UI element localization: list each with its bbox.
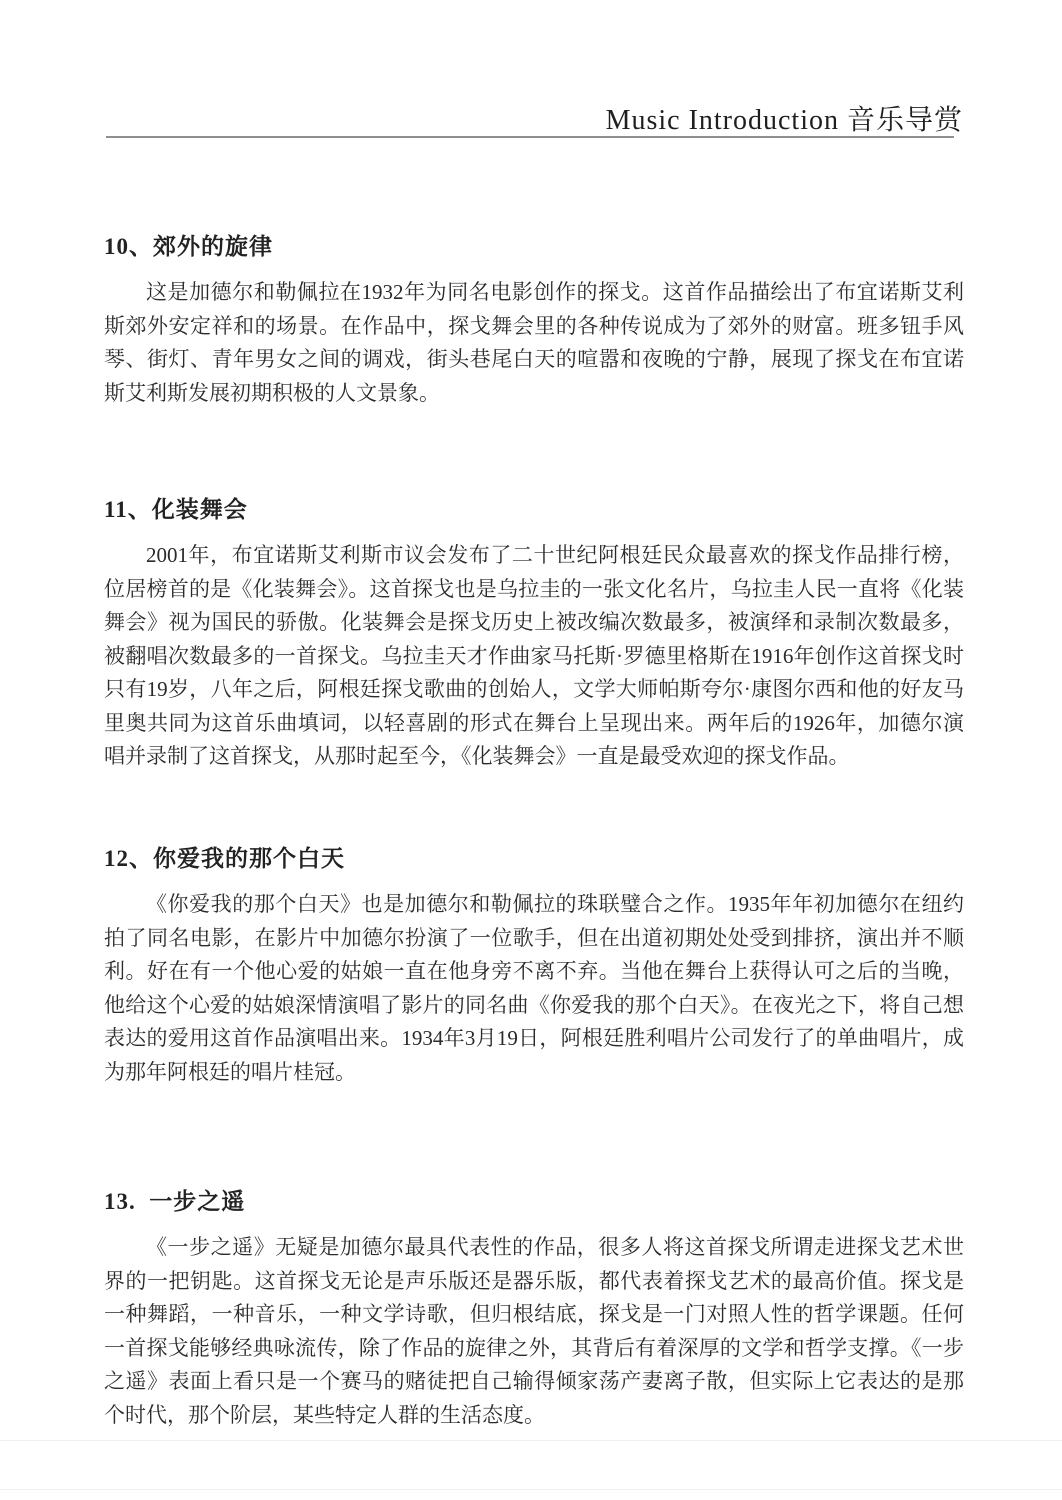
scan-artifact-line: [0, 1489, 1062, 1490]
section-heading: 11、化装舞会: [104, 497, 248, 522]
page-header-title: Music Introduction 音乐导赏: [605, 105, 963, 136]
section-heading: 12、你爱我的那个白天: [104, 846, 345, 871]
header-rule: [106, 136, 954, 138]
section-paragraph: 这是加德尔和勒佩拉在1932年为同名电影创作的探戈。这首作品描绘出了布宜诺斯艾利斯郊外安定祥和的场景。在作品中，探戈舞会里的各种传说成为了郊外的财富。班多钮手风琴、街灯、青年男女之间的调戏，街头巷尾白天的喧嚣和夜晚的宁静，展现了探戈在布宜诺斯艾利斯发展初期积极的人文景象。: [104, 280, 964, 405]
section-paragraph: 《一步之遥》无疑是加德尔最具代表性的作品，很多人将这首探戈所谓走进探戈艺术世界的一把钥匙。这首探戈无论是声乐版还是器乐版，都代表着探戈艺术的最高价值。探戈是一种舞蹈，一种音乐，一种文学诗歌，但归根结底，探戈是一门对照人性的哲学课题。任何一首探戈能够经典咏流传，除了作品的旋律之外，其背后有着深厚的文学和哲学支撑。《一步之遥》表面上看只是一个赛马的赌徒把自己输得倾家荡产妻离子散，但实际上它表达的是那个时代，那个阶层，某些特定人群的生活态度。: [104, 1235, 964, 1427]
section-12: [104, 840, 964, 1089]
section-heading: 13. 一步之遥: [104, 1189, 246, 1214]
section-heading: 10、郊外的旋律: [104, 234, 273, 259]
section-13: [104, 1183, 964, 1432]
scan-artifact-line: [0, 1440, 1062, 1441]
section-paragraph: 《你爱我的那个白天》也是加德尔和勒佩拉的珠联璧合之作。1935年年初加德尔在纽约拍了同名电影，在影片中加德尔扮演了一位歌手，但在出道初期处处受到排挤，演出并不顺利。好在有一个他心爱的姑娘一直在他身旁不离不弃。当他在舞台上获得认可之后的当晚，他给这个心爱的姑娘深情演唱了影片的同名曲《你爱我的那个白天》。在夜光之下，将自己想表达的爱用这首作品演唱出来。1934年3月19日，阿根廷胜利唱片公司发行了的单曲唱片，成为那年阿根廷的唱片桂冠。: [104, 892, 964, 1084]
section-paragraph: 2001年，布宜诺斯艾利斯市议会发布了二十世纪阿根廷民众最喜欢的探戈作品排行榜，位居榜首的是《化装舞会》。这首探戈也是乌拉圭的一张文化名片，乌拉圭人民一直将《化装舞会》视为国民的骄傲。化装舞会是探戈历史上被改编次数最多，被演绎和录制次数最多，被翻唱次数最多的一首探戈。乌拉圭天才作曲家马托斯·罗德里格斯在1916年创作这首探戈时只有19岁，八年之后，阿根廷探戈歌曲的创始人，文学大师帕斯夸尔·康图尔西和他的好友马里奥共同为这首乐曲填词，以轻喜剧的形式在舞台上呈现出来。两年后的1926年，加德尔演唱并录制了这首探戈，从那时起至今，《化装舞会》一直是最受欢迎的探戈作品。: [104, 543, 964, 768]
section-10: [104, 228, 964, 410]
section-11: [104, 491, 964, 774]
